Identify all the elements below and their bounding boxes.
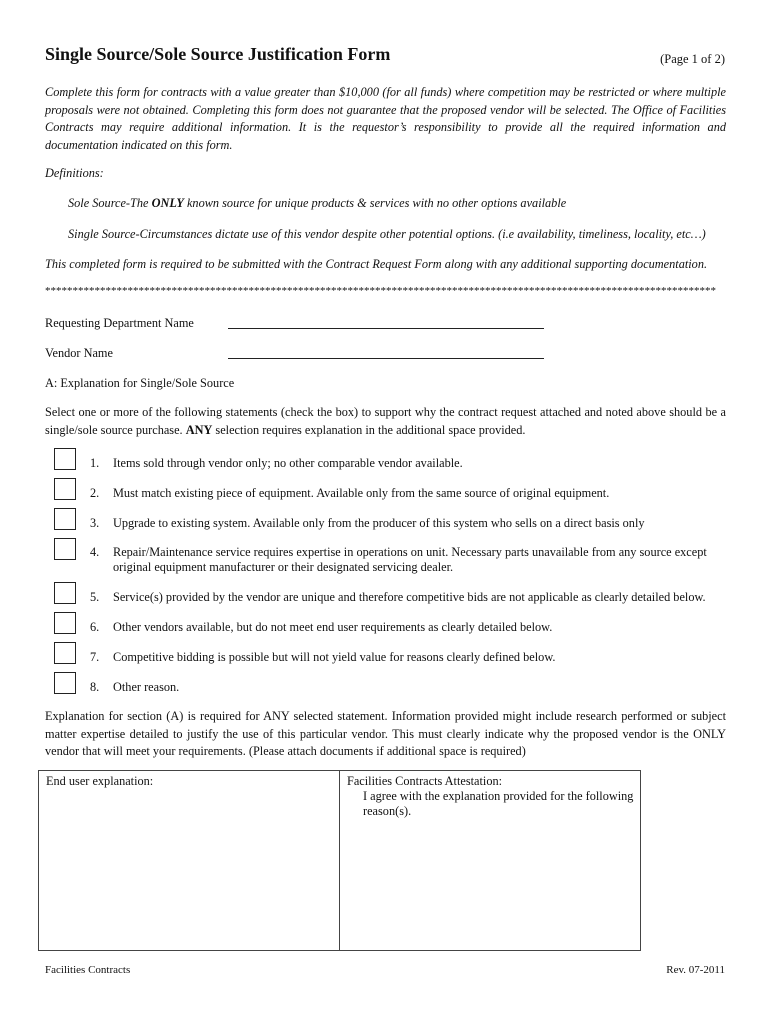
option-checkbox-2[interactable] <box>54 478 76 500</box>
option-number: 7. <box>90 650 100 664</box>
box-divider <box>339 771 340 950</box>
instruction-bold: ANY <box>185 422 213 437</box>
vendor-field[interactable] <box>228 358 544 359</box>
department-label: Requesting Department Name <box>45 316 194 330</box>
explanation-paragraph: Explanation for section (A) is required for ANY selected statement. Information provided might include research performed or subject matter expertise detailed to justify the use of this particular vendor. This must clearly indicate why the proposed vendor is the ONLY vendor that will meet your requirements. (Please attach documents if additional space is required) <box>45 709 726 759</box>
sole-suffix: known source for unique products & services with no other options available <box>183 196 567 210</box>
separator: ************************************************************************************************************************** <box>45 285 716 297</box>
page-indicator: (Page 1 of 2) <box>660 52 725 66</box>
option-number: 4. <box>90 545 100 559</box>
section-a-instruction <box>45 404 726 439</box>
option-text: Upgrade to existing system. Available only from the producer of this system who sells on a direct basis only <box>113 516 645 530</box>
option-checkbox-3[interactable] <box>54 508 76 530</box>
footer-revision: Rev. 07-2011 <box>666 964 725 976</box>
option-text: Must match existing piece of equipment. Available only from the same source of original equipment. <box>113 486 610 500</box>
option-number: 6. <box>90 620 100 634</box>
option-checkbox-4[interactable] <box>54 538 76 560</box>
vendor-label: Vendor Name <box>45 346 113 360</box>
intro-paragraph: Complete this form for contracts with a value greater than $10,000 (for all funds) where competition may be restricted or where multiple proposals were not obtained. Completing this form does not guarantee that the proposed vendor will be selected. The Office of Facilities Contracts may require additional information. It is the requestor’s responsibility to provide all the required information and documentation indicated on this form. <box>45 85 726 152</box>
option-number: 3. <box>90 516 100 530</box>
department-field[interactable] <box>228 328 544 329</box>
attestation-text: I agree with the explanation provided for the following reason(s). <box>363 789 634 818</box>
end-user-label: End user explanation: <box>46 774 154 788</box>
attestation-label: Facilities Contracts Attestation: <box>347 774 503 788</box>
explanation-box <box>38 770 641 951</box>
option-number: 1. <box>90 456 100 470</box>
instruction-pre: Select one or more of the following statements (check the box) to support why the contract request attached and noted above should be a single/sole source purchase. <box>45 405 726 437</box>
option-text: Repair/Maintenance service requires expertise in operations on unit. Necessary parts unavailable from any source except original equipment manufacturer or their designated servicing dealer. <box>113 545 707 574</box>
option-checkbox-6[interactable] <box>54 612 76 634</box>
option-number: 5. <box>90 590 100 604</box>
definition-single-source: Single Source-Circumstances dictate use of this vendor despite other potential options. (i.e availability, timeliness, locality, etc…) <box>68 227 706 241</box>
footer-department: Facilities Contracts <box>45 964 131 976</box>
option-text: Other vendors available, but do not meet end user requirements as clearly detailed below. <box>113 620 553 634</box>
option-text: Competitive bidding is possible but will not yield value for reasons clearly defined below. <box>113 650 556 664</box>
attestation-area[interactable] <box>343 821 638 948</box>
option-checkbox-7[interactable] <box>54 642 76 664</box>
option-number: 2. <box>90 486 100 500</box>
option-checkbox-5[interactable] <box>54 582 76 604</box>
end-user-explanation-area[interactable] <box>43 791 335 948</box>
sole-prefix: Sole Source-The <box>68 196 152 210</box>
option-text: Other reason. <box>113 680 180 694</box>
form-title: Single Source/Sole Source Justification Form <box>45 44 391 64</box>
option-checkbox-8[interactable] <box>54 672 76 694</box>
attestation-block <box>347 774 637 819</box>
definitions-label: Definitions: <box>45 166 104 180</box>
option-text: Items sold through vendor only; no other comparable vendor available. <box>113 456 463 470</box>
instruction-post: selection requires explanation in the additional space provided. <box>212 422 526 437</box>
sole-bold: ONLY <box>151 196 184 210</box>
definition-sole-source <box>68 196 566 211</box>
section-a-heading: A: Explanation for Single/Sole Source <box>45 376 235 390</box>
option-number: 8. <box>90 680 100 694</box>
option-checkbox-1[interactable] <box>54 448 76 470</box>
option-text: Service(s) provided by the vendor are unique and therefore competitive bids are not applicable as clearly detailed below. <box>113 590 706 604</box>
requirement-note: This completed form is required to be submitted with the Contract Request Form along with any additional supporting documentation. <box>45 257 708 271</box>
